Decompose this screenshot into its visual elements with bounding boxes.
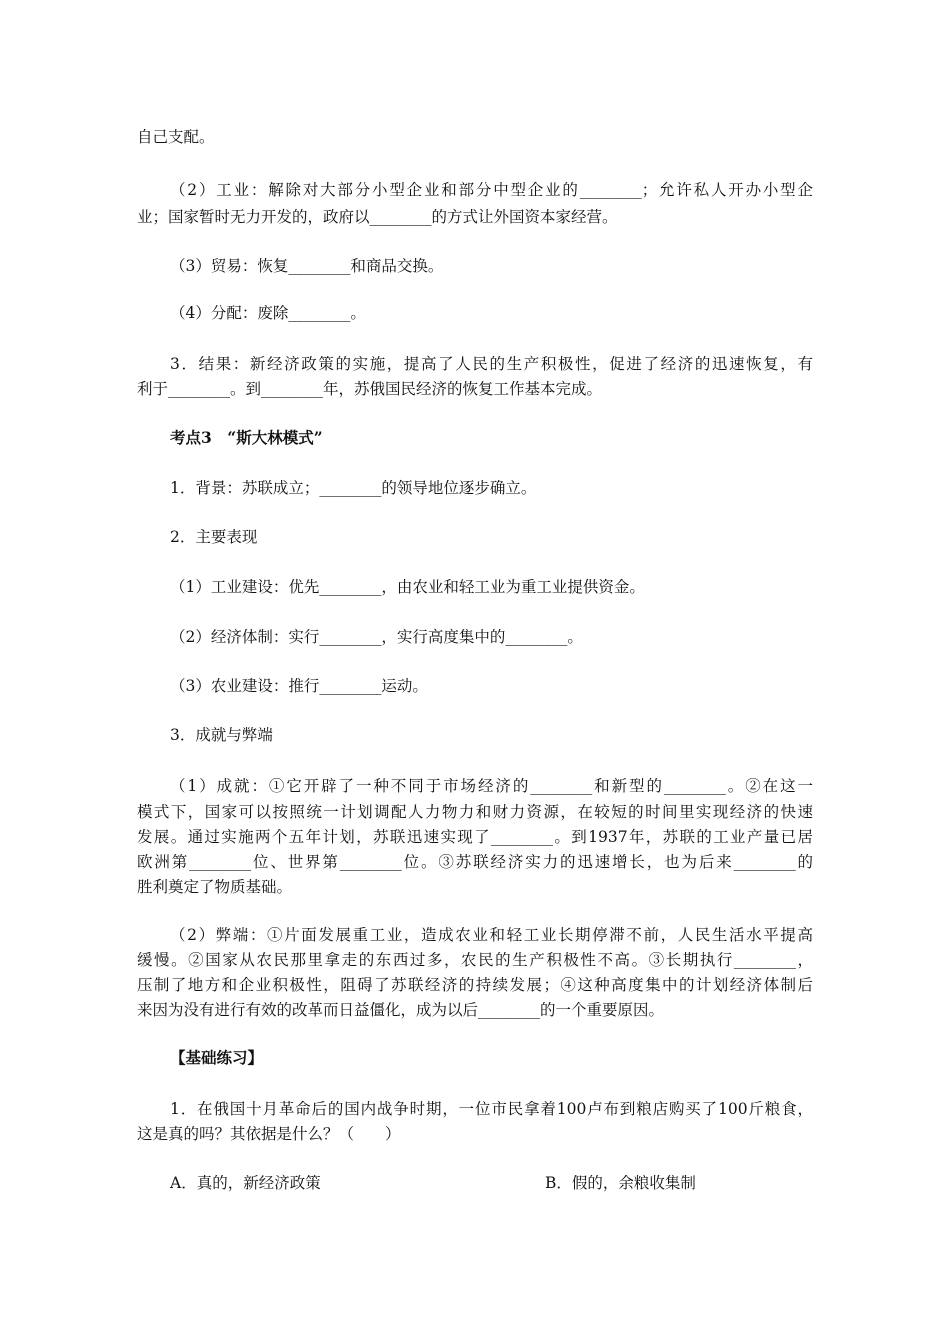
paragraph-line: 胜利奠定了物质基础。 <box>137 878 293 896</box>
paragraph-line: 3．结果：新经济政策的实施，提高了人民的生产积极性，促进了经济的迅速恢复，有 <box>170 355 813 373</box>
option-a: A．真的，新经济政策 <box>170 1174 321 1192</box>
paragraph-line: （4）分配：废除________。 <box>170 304 366 322</box>
paragraph-line: 自己支配。 <box>137 128 215 146</box>
paragraph-line: 欧洲第________位、世界第________位。③苏联经济实力的迅速增长，也为后来________的 <box>137 853 813 871</box>
paragraph-line: （2）工业：解除对大部分小型企业和部分中型企业的________；允许私人开办小型企 <box>170 181 813 199</box>
paragraph-line: 2．主要表现 <box>170 528 258 546</box>
paragraph-line: 利于________。到________年，苏俄国民经济的恢复工作基本完成。 <box>137 380 603 398</box>
paragraph-line: 缓慢。②国家从农民那里拿走的东西过多，农民的生产积极性不高。③长期执行________， <box>137 951 813 969</box>
paragraph-line: （1）工业建设：优先________，由农业和轻工业为重工业提供资金。 <box>170 578 645 596</box>
paragraph-line: 3．成就与弊端 <box>170 726 273 744</box>
paragraph-line: （3）贸易：恢复________和商品交换。 <box>170 257 444 275</box>
paragraph-line: 业；国家暂时无力开发的，政府以________的方式让外国资本家经营。 <box>137 208 618 226</box>
paragraph-line: 发展。通过实施两个五年计划，苏联迅速实现了________。到1937年，苏联的工业产量已居 <box>137 828 813 846</box>
paragraph-line: 模式下，国家可以按照统一计划调配人力物力和财力资源，在较短的时间里实现经济的快速 <box>137 803 813 821</box>
option-b: B．假的，余粮收集制 <box>545 1174 696 1192</box>
section-heading: 考点3 “斯大林模式” <box>170 428 323 447</box>
paragraph-line: （2）弊端：①片面发展重工业，造成农业和轻工业长期停滞不前，人民生活水平提高 <box>170 926 813 944</box>
question-line: 这是真的吗？其依据是什么？（ ） <box>137 1125 401 1143</box>
paragraph-line: （1）成就：①它开辟了一种不同于市场经济的________和新型的________。②在这一 <box>170 777 813 795</box>
section-heading: 【基础练习】 <box>170 1048 264 1067</box>
paragraph-line: （3）农业建设：推行________运动。 <box>170 677 428 695</box>
paragraph-line: 来因为没有进行有效的改革而日益僵化，成为以后________的一个重要原因。 <box>137 1001 665 1019</box>
paragraph-line: （2）经济体制：实行________，实行高度集中的________。 <box>170 628 583 646</box>
paragraph-line: 1．背景：苏联成立；________的领导地位逐步确立。 <box>170 479 537 497</box>
question-line: 1．在俄国十月革命后的国内战争时期，一位市民拿着100卢布到粮店购买了100斤粮食， <box>170 1100 813 1118</box>
paragraph-line: 压制了地方和企业积极性，阻碍了苏联经济的持续发展；④这种高度集中的计划经济体制后 <box>137 976 813 994</box>
